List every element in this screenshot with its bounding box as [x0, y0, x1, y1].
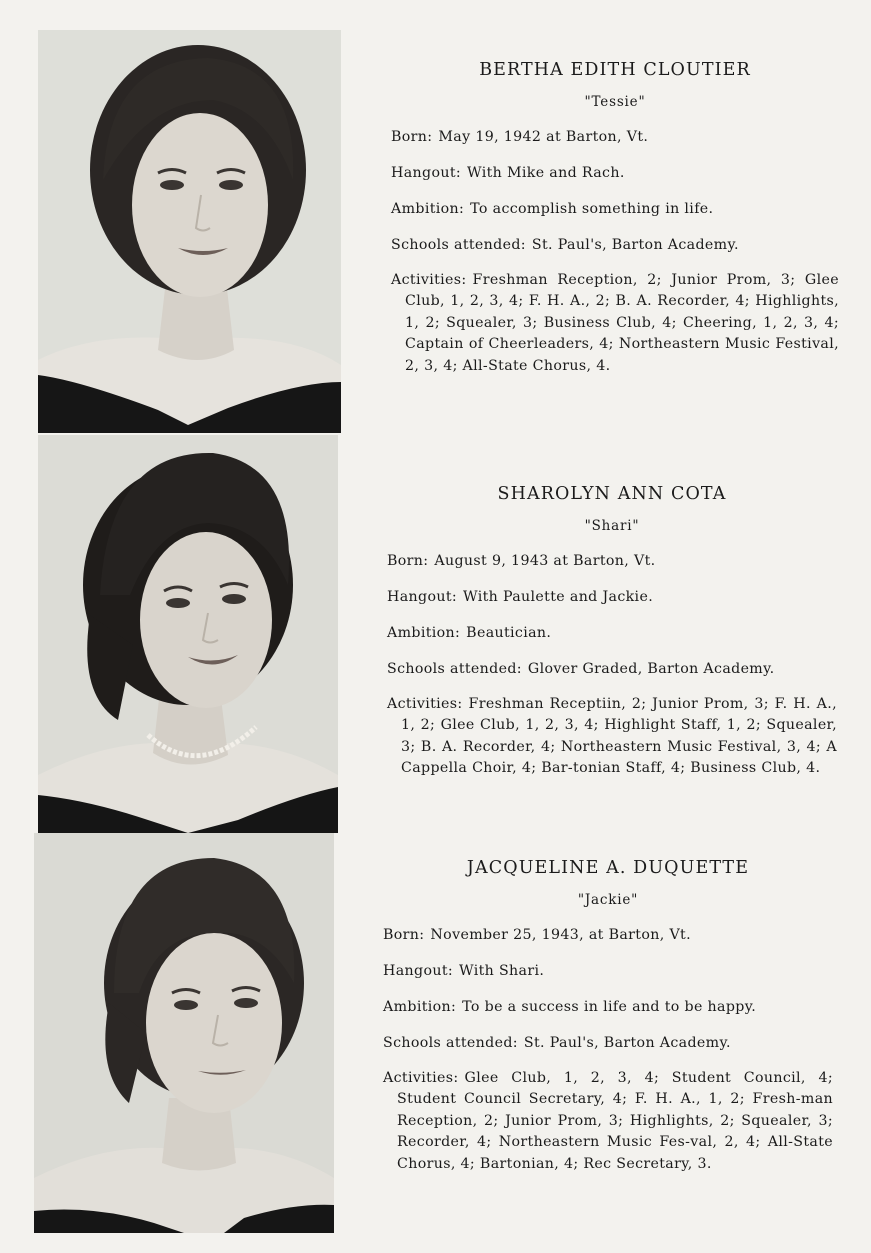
ambition-value: Beautician. [466, 625, 552, 641]
student-nickname: "Tessie" [584, 94, 646, 110]
schools-value: St. Paul's, Barton Academy. [531, 237, 739, 253]
student-entry-1 [391, 58, 839, 391]
hangout-label: Hangout: [387, 589, 458, 605]
student-name: JACQUELINE A. DUQUETTE [466, 858, 750, 878]
ambition-label: Ambition: [391, 201, 465, 217]
activities-field [383, 1068, 833, 1175]
activities-value: Glee Club, 1, 2, 3, 4; Student Council, 4; Student Council Secretary, 4; F. H. A., 1, 2; Fresh-man Reception, 2; Junior Prom, 3; Highlights, 2; Squealer, 3; Recorder, 4; Northeastern Music Fes-val, 2, 4; All-State Chorus, 4; Bartonian, 4; Rec Secretary, 3. [397, 1070, 833, 1172]
ambition-label: Ambition: [387, 625, 461, 641]
student-entry-3 [383, 856, 833, 1189]
schools-field [391, 234, 839, 256]
student-entry-2 [387, 482, 837, 794]
born-value: November 25, 1943, at Barton, Vt. [430, 927, 691, 943]
activities-value: Freshman Reception, 2; Junior Prom, 3; Glee Club, 1, 2, 3, 4; F. H. A., 2; B. A. Recorder, 4; Highlights, 1, 2; Squealer, 3; Business Club, 4; Cheering, 1, 2, 3, 4; Captain of Cheerleaders, 4; Northeastern Music Festival, 2, 3, 4; All-State Chorus, 4. [405, 272, 839, 374]
hangout-label: Hangout: [391, 165, 462, 181]
student-nickname: "Shari" [584, 518, 640, 534]
ambition-value: To be a success in life and to be happy. [462, 999, 757, 1015]
schools-field [383, 1032, 833, 1054]
schools-field [387, 658, 837, 680]
born-field [383, 924, 833, 946]
born-field [391, 126, 839, 148]
born-field [387, 550, 837, 572]
activities-label: Activities: [387, 696, 463, 712]
hangout-value: With Shari. [459, 963, 545, 979]
hangout-field [391, 162, 839, 184]
schools-value: Glover Graded, Barton Academy. [527, 661, 775, 677]
schools-label: Schools attended: [387, 661, 522, 677]
activities-label: Activities: [391, 272, 467, 288]
born-label: Born: [387, 553, 429, 569]
activities-field [387, 694, 837, 780]
portrait-photo-2 [38, 435, 338, 833]
activities-field [391, 270, 839, 377]
portrait-photo-1 [38, 30, 341, 433]
student-name: BERTHA EDITH CLOUTIER [479, 60, 751, 80]
activities-label: Activities: [383, 1070, 459, 1086]
born-value: August 9, 1943 at Barton, Vt. [434, 553, 656, 569]
hangout-value: With Paulette and Jackie. [463, 589, 654, 605]
student-name: SHAROLYN ANN COTA [497, 484, 727, 504]
portrait-photo-3 [34, 833, 334, 1233]
born-label: Born: [383, 927, 425, 943]
hangout-label: Hangout: [383, 963, 454, 979]
activities-value: Freshman Receptiin, 2; Junior Prom, 3; F. H. A., 1, 2; Glee Club, 1, 2, 3, 4; Highlight Staff, 1, 2; Squealer, 3; B. A. Recorder, 4; Northeastern Music Festival, 3, 4; A Cappella Choir, 4; Bar-tonian Staff, 4; Business Club, 4. [401, 696, 837, 777]
schools-value: St. Paul's, Barton Academy. [523, 1035, 731, 1051]
schools-label: Schools attended: [391, 237, 526, 253]
student-nickname: "Jackie" [577, 892, 639, 908]
hangout-value: With Mike and Rach. [467, 165, 625, 181]
ambition-field [387, 622, 837, 644]
born-value: May 19, 1942 at Barton, Vt. [438, 129, 649, 145]
ambition-value: To accomplish something in life. [470, 201, 714, 217]
ambition-label: Ambition: [383, 999, 457, 1015]
ambition-field [383, 996, 833, 1018]
ambition-field [391, 198, 839, 220]
hangout-field [387, 586, 837, 608]
schools-label: Schools attended: [383, 1035, 518, 1051]
born-label: Born: [391, 129, 433, 145]
hangout-field [383, 960, 833, 982]
